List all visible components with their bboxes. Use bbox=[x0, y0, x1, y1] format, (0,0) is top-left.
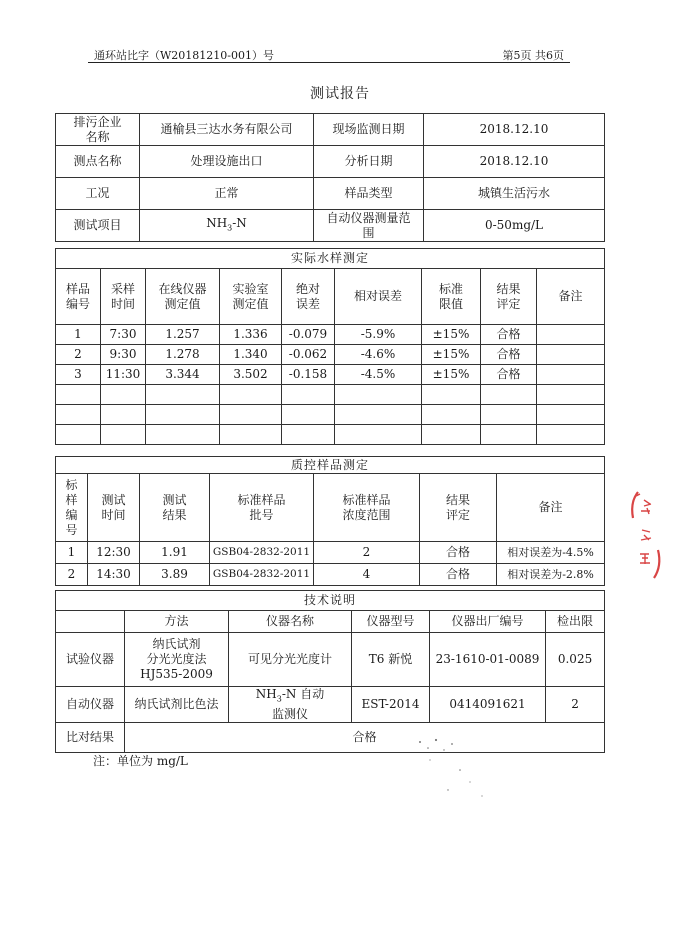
table-row bbox=[56, 633, 605, 687]
page-number: 第5页 共6页 bbox=[502, 49, 564, 62]
cell: ±15% bbox=[422, 345, 481, 365]
cell: 2 bbox=[546, 687, 605, 723]
test-instrument-label: 试验仪器 bbox=[56, 633, 125, 687]
condition-label: 工况 bbox=[56, 178, 140, 210]
cell: $NH_3-N$ 自动 监测仪 bbox=[229, 687, 352, 723]
cell: 3.344 bbox=[146, 365, 220, 385]
analysis-date-value: 2018.12.10 bbox=[424, 146, 605, 178]
cell bbox=[537, 325, 605, 345]
cell: 1.340 bbox=[220, 345, 282, 365]
cell bbox=[537, 365, 605, 385]
condition-value: 正常 bbox=[140, 178, 314, 210]
header-cell: 仪器名称 bbox=[229, 611, 352, 633]
cell: 3.89 bbox=[140, 564, 210, 586]
header-cell: 测试 结果 bbox=[140, 474, 210, 542]
analysis-date-label: 分析日期 bbox=[314, 146, 424, 178]
cell: 7:30 bbox=[101, 325, 146, 345]
auto-instrument-label: 自动仪器 bbox=[56, 687, 125, 723]
cell: 1.91 bbox=[140, 542, 210, 564]
table-row bbox=[56, 325, 605, 345]
table-row bbox=[56, 345, 605, 365]
cell: 2 bbox=[56, 564, 88, 586]
header-cell: 结果 评定 bbox=[481, 269, 537, 325]
cell: 23-1610-01-0089 bbox=[430, 633, 546, 687]
company-value: 通榆县三达水务有限公司 bbox=[140, 114, 314, 146]
empty-row bbox=[56, 385, 605, 405]
header-cell: 标准样品 批号 bbox=[210, 474, 314, 542]
cell: 1.336 bbox=[220, 325, 282, 345]
compare-value: 合格 bbox=[125, 723, 605, 753]
cell: 3 bbox=[56, 365, 101, 385]
report-title: 测试报告 bbox=[310, 86, 370, 102]
info-table bbox=[55, 113, 605, 242]
actual-sample-table bbox=[55, 248, 605, 445]
scan-noise bbox=[400, 730, 500, 810]
cell: 0.025 bbox=[546, 633, 605, 687]
point-label: 测点名称 bbox=[56, 146, 140, 178]
sample-type-label: 样品类型 bbox=[314, 178, 424, 210]
cell: -0.158 bbox=[282, 365, 335, 385]
header-cell: 绝对 误差 bbox=[282, 269, 335, 325]
table-row bbox=[56, 687, 605, 723]
point-value: 处理设施出口 bbox=[140, 146, 314, 178]
cell: 11:30 bbox=[101, 365, 146, 385]
cell: 相对误差为-2.8% bbox=[497, 564, 605, 586]
cell: 14:30 bbox=[88, 564, 140, 586]
cell: 合格 bbox=[481, 365, 537, 385]
cell: 2 bbox=[56, 345, 101, 365]
cell: 纳氏试剂 分光光度法 HJ535-2009 bbox=[125, 633, 229, 687]
monitor-date-label: 现场监测日期 bbox=[314, 114, 424, 146]
actual-section-title: 实际水样测定 bbox=[56, 249, 605, 269]
cell: 0414091621 bbox=[430, 687, 546, 723]
cell: 合格 bbox=[481, 325, 537, 345]
table-row bbox=[56, 542, 605, 564]
cell: -0.079 bbox=[282, 325, 335, 345]
qc-section-title: 质控样品测定 bbox=[56, 457, 605, 474]
header-cell: 检出限 bbox=[546, 611, 605, 633]
qc-header-row bbox=[56, 474, 605, 542]
range-value: 0-50mg/L bbox=[424, 210, 605, 242]
table-row bbox=[56, 365, 605, 385]
company-label: 排污企业 名称 bbox=[56, 114, 140, 146]
cell: -0.062 bbox=[282, 345, 335, 365]
header-cell: 测试 时间 bbox=[88, 474, 140, 542]
monitor-date-value: 2018.12.10 bbox=[424, 114, 605, 146]
unit-note: 注：单位为 mg/L bbox=[93, 754, 188, 768]
header-cell: 标准样品 浓度范围 bbox=[314, 474, 420, 542]
header-cell: 实验室 测定值 bbox=[220, 269, 282, 325]
header-cell: 方法 bbox=[125, 611, 229, 633]
cell: 纳氏试剂比色法 bbox=[125, 687, 229, 723]
cell: T6 新悦 bbox=[352, 633, 430, 687]
tech-header-row bbox=[56, 611, 605, 633]
header-cell: 标准 限值 bbox=[422, 269, 481, 325]
cell: 合格 bbox=[420, 564, 497, 586]
cell: 1 bbox=[56, 542, 88, 564]
tech-section-title: 技术说明 bbox=[56, 591, 605, 611]
table-row bbox=[56, 564, 605, 586]
header-cell: 标 样 编 号 bbox=[56, 474, 88, 542]
header-cell: 样品 编号 bbox=[56, 269, 101, 325]
cell: 4 bbox=[314, 564, 420, 586]
header-cell: 采样 时间 bbox=[101, 269, 146, 325]
cell: 9:30 bbox=[101, 345, 146, 365]
document-number: 通环站比字（W20181210-001）号 bbox=[94, 49, 275, 62]
cell: 可见分光光度计 bbox=[229, 633, 352, 687]
header-cell: 备注 bbox=[537, 269, 605, 325]
cell: 相对误差为-4.5% bbox=[497, 542, 605, 564]
cell: 1.257 bbox=[146, 325, 220, 345]
sample-type-value: 城镇生活污水 bbox=[424, 178, 605, 210]
empty-row bbox=[56, 405, 605, 425]
cell: -5.9% bbox=[335, 325, 422, 345]
cell: GSB04-2832-2011 bbox=[210, 564, 314, 586]
cell: 12:30 bbox=[88, 542, 140, 564]
cell: 合格 bbox=[481, 345, 537, 365]
actual-header-row bbox=[56, 269, 605, 325]
empty-row bbox=[56, 425, 605, 445]
cell bbox=[537, 345, 605, 365]
page-header bbox=[88, 44, 570, 63]
tech-table bbox=[55, 590, 605, 753]
seal-stamp-fragment bbox=[624, 488, 664, 583]
header-cell: 备注 bbox=[497, 474, 605, 542]
table-row bbox=[56, 723, 605, 753]
item-label: 测试项目 bbox=[56, 210, 140, 242]
qc-sample-table bbox=[55, 456, 605, 586]
cell: EST-2014 bbox=[352, 687, 430, 723]
cell: ±15% bbox=[422, 325, 481, 345]
cell: 3.502 bbox=[220, 365, 282, 385]
range-label: 自动仪器测量范 围 bbox=[314, 210, 424, 242]
item-value: $NH_3-N$ bbox=[140, 210, 314, 242]
cell: 1 bbox=[56, 325, 101, 345]
header-cell: 仪器出厂编号 bbox=[430, 611, 546, 633]
cell: GSB04-2832-2011 bbox=[210, 542, 314, 564]
header-cell: 仪器型号 bbox=[352, 611, 430, 633]
compare-label: 比对结果 bbox=[56, 723, 125, 753]
header-cell: 在线仪器 测定值 bbox=[146, 269, 220, 325]
cell: 合格 bbox=[420, 542, 497, 564]
cell: -4.5% bbox=[335, 365, 422, 385]
header-cell: 相对误差 bbox=[335, 269, 422, 325]
header-cell: 结果 评定 bbox=[420, 474, 497, 542]
cell: 2 bbox=[314, 542, 420, 564]
cell: ±15% bbox=[422, 365, 481, 385]
cell: 1.278 bbox=[146, 345, 220, 365]
cell: -4.6% bbox=[335, 345, 422, 365]
